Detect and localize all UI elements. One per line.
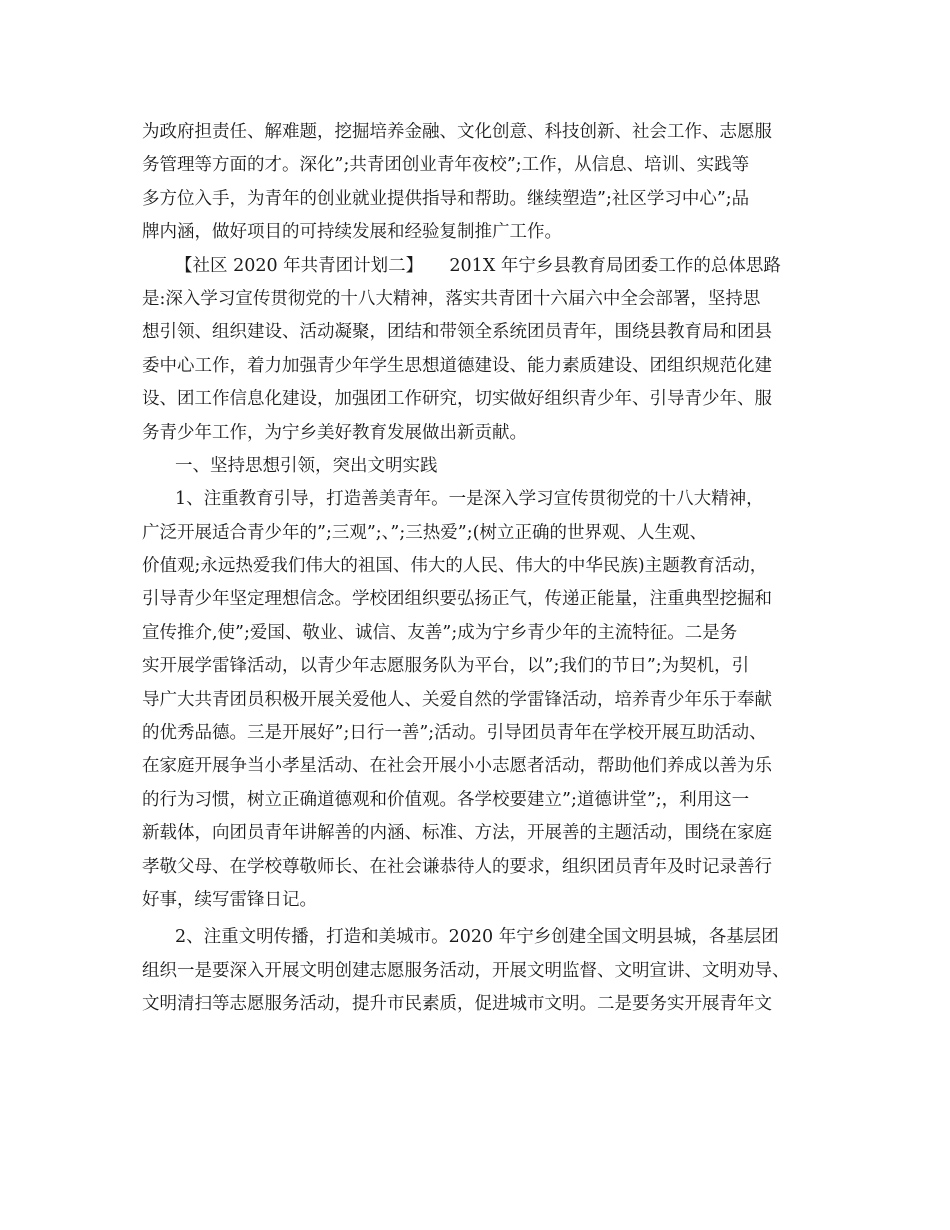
text-line: 好事，续写雷锋日记。 <box>142 889 317 910</box>
text-line: 文明清扫等志愿服务活动，提升市民素质，促进城市文明。二是要务实开展青年文 <box>142 994 772 1015</box>
text-line: 在家庭开展争当小孝星活动、在社会开展小小志愿者活动，帮助他们养成以善为乐 <box>142 756 772 777</box>
text-line: 委中心工作，着力加强青少年学生思想道德建设、能力素质建设、团组织规范化建 <box>142 355 772 376</box>
text-line: 实开展学雷锋活动，以青少年志愿服务队为平台，以”;我们的节日”;为契机，引 <box>142 656 750 677</box>
text-line: 为政府担责任、解难题，挖掘培养金融、文化创意、科技创新、社会工作、志愿服 <box>142 122 772 142</box>
text-line: 想引领、组织建设、活动凝聚，团结和带领全系统团员青年，围绕县教育局和团县 <box>142 322 772 343</box>
text-line: 新载体，向团员青年讲解善的内涵、标准、方法，开展善的主题活动，围绕在家庭 <box>142 823 772 844</box>
text-line: 多方位入手，为青年的创业就业提供指导和帮助。继续塑造”;社区学习中心”;品 <box>142 188 750 209</box>
section-heading-line: 【社区 2020 年共青团计划二】 201X 年宁乡县教育局团委工作的总体思路 <box>175 255 781 276</box>
text-line: 孝敬父母、在学校尊敬师长、在社会谦恭待人的要求，组织团员青年及时记录善行 <box>142 856 772 877</box>
text-line: 2、注重文明传播，打造和美城市。2020 年宁乡创建全国文明县城，各基层团 <box>175 927 779 948</box>
subheading-line: 一、坚持思想引领，突出文明实践 <box>175 455 438 476</box>
text-line: 的行为习惯，树立正确道德观和价值观。各学校要建立”;道德讲堂”;，利用这一 <box>142 789 750 810</box>
text-line: 设、团工作信息化建设，加强团工作研究，切实做好组织青少年、引导青少年、服 <box>142 389 772 410</box>
text-line: 务管理等方面的才。深化”;共青团创业青年夜校”;工作，从信息、培训、实践等 <box>142 155 750 176</box>
text-line: 务青少年工作，为宁乡美好教育发展做出新贡献。 <box>142 422 527 443</box>
text-line: 导广大共青团员积极开展关爱他人、关爱自然的学雷锋活动，培养青少年乐于奉献 <box>142 689 772 710</box>
text-line: 引导青少年坚定理想信念。学校团组织要弘扬正气，传递正能量，注重典型挖掘和 <box>142 589 772 610</box>
text-line: 广泛开展适合青少年的”;三观”;、”;三热爱”;(树立正确的世界观、人生观、 <box>142 522 707 543</box>
document-body <box>142 116 822 1022</box>
text-line: 的优秀品德。三是开展好”;日行一善”;活动。引导团员青年在学校开展互助活动、 <box>142 723 767 744</box>
text-line: 牌内涵，做好项目的可持续发展和经验复制推广工作。 <box>142 222 562 243</box>
text-line: 组织一是要深入开展文明创建志愿服务活动，开展文明监督、文明宣讲、文明劝导、 <box>142 960 790 981</box>
text-line: 1、注重教育引导，打造善美青年。一是深入学习宣传贯彻党的十八大精神， <box>175 489 764 510</box>
text-line: 是:深入学习宣传贯彻党的十八大精神，落实共青团十六届六中全会部署，坚持思 <box>142 288 761 309</box>
text-line: 价值观;永远热爱我们伟大的祖国、伟大的人民、伟大的中华民族)主题教育活动， <box>142 556 768 577</box>
text-line: 宣传推介,使”;爱国、敬业、诚信、友善”;成为宁乡青少年的主流特征。二是务 <box>142 622 738 643</box>
